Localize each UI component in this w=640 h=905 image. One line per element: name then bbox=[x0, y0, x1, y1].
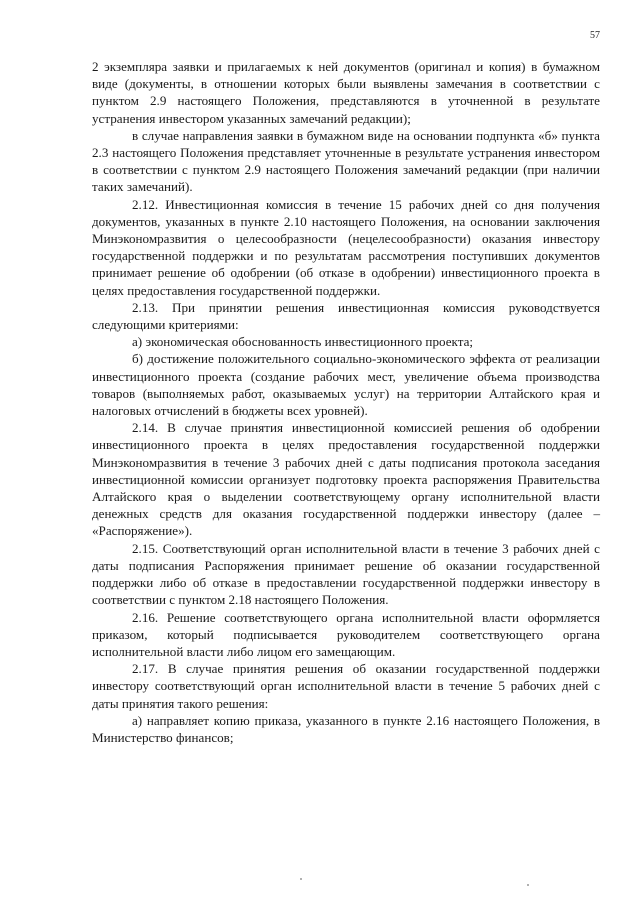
paragraph-2-17-a: а) направляет копию приказа, указанного в пункте 2.16 настоящего Положения, в Министерство финансов; bbox=[92, 712, 600, 745]
paragraph-2-14: 2.14. В случае принятия инвестиционной комиссией решения об одобрении инвестиционного проекта в целях предоставления государственной поддержки Минэкономразвития в течение 3 рабочих дней с даты подписания протокола заседания инвестиционной комиссии организует подготовку проекта распоряжения Правительства Алтайского края о выделении соответствующему органу исполнительной власти денежных средств для оказания государственной поддержки инвестору (далее – «Распоряжение»). bbox=[92, 420, 600, 539]
document-body bbox=[92, 58, 600, 746]
paragraph-2-16: 2.16. Решение соответствующего органа исполнительной власти оформляется приказом, который подписывается руководителем соответствующего органа исполнительной власти либо лицом его замещающим. bbox=[92, 609, 600, 659]
paragraph-2-13-a: а) экономическая обоснованность инвестиционного проекта; bbox=[132, 334, 474, 350]
scan-speck bbox=[527, 884, 529, 886]
paragraph-2-13-b: б) достижение положительного социально-экономического эффекта от реализации инвестиционного проекта (создание рабочих мест, увеличение объема производства товаров (выполняемых работ, оказываемых услуг) на территории Алтайского края и налоговых отчислений в бюджеты всех уровней). bbox=[92, 351, 600, 419]
scan-speck bbox=[300, 878, 302, 880]
page-number: 57 bbox=[590, 30, 600, 41]
paragraph-continuation: 2 экземпляра заявки и прилагаемых к ней документов (оригинал и копия) в бумажном виде (документы, в отношении которых были выявлены замечания в соответствии с пунктом 2.9 настоящего Положения, представляются в уточненной в результате устранения инвестором указанных замечаний редакции); bbox=[92, 59, 600, 126]
paragraph-2-17: 2.17. В случае принятия решения об оказании государственной поддержки инвестору соответствующий орган исполнительной власти в течение 5 рабочих дней с даты принятия такого решения: bbox=[92, 661, 600, 711]
paragraph-paper-submission: в случае направления заявки в бумажном виде на основании подпункта «б» пункта 2.3 настоящего Положения представляет уточненные в результате устранения инвестором в соответствии с пунктом 2.9 настоящего Положения замечаний редакции (при наличии таких замечаний). bbox=[92, 127, 600, 195]
paragraph-2-13: 2.13. При принятии решения инвестиционная комиссия руководствуется следующими критериями: bbox=[92, 299, 600, 333]
paragraph-2-15: 2.15. Соответствующий орган исполнительной власти в течение 3 рабочих дней с даты подписания Распоряжения принимает решение об оказании государственной поддержки либо об отказе в предоставлении государственной поддержки инвестору в соответствии с пунктом 2.18 настоящего Положения. bbox=[92, 540, 600, 608]
paragraph-2-12: 2.12. Инвестиционная комиссия в течение 15 рабочих дней со дня получения документов, указанных в пункте 2.10 настоящего Положения, на основании заключения Минэкономразвития о целесообразности (нецелесообразности) оказания инвестору государственной поддержки и по результатам рассмотрения поступивших документов принимает решение об одобрении (об отказе в одобрении) инвестиционного проекта в целях предоставления государственной поддержки. bbox=[92, 196, 600, 298]
